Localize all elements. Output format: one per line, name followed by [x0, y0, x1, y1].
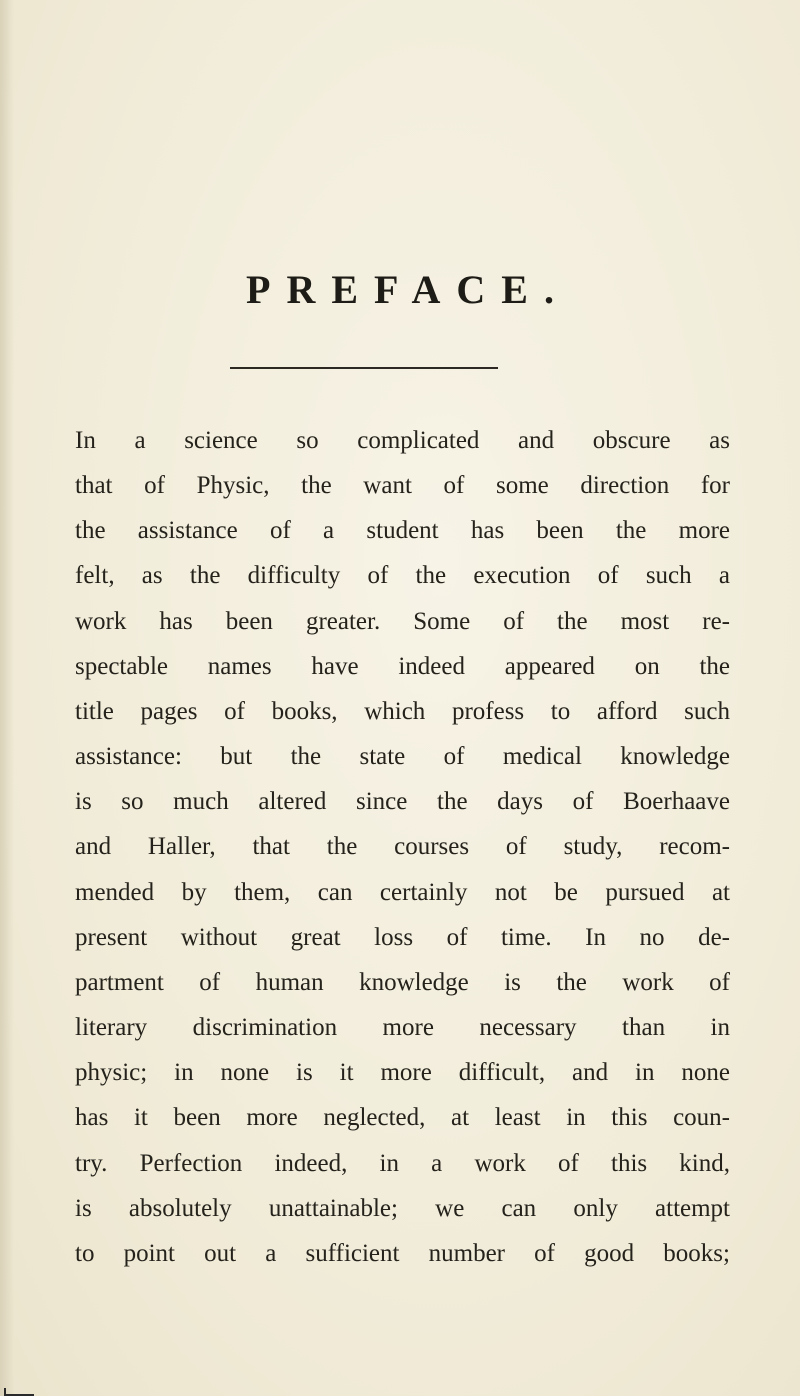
text-line: literary discrimination more necessary than in — [75, 1014, 730, 1041]
text-line: has it been more neglected, at least in this coun- — [75, 1104, 730, 1131]
text-line: and Haller, that the courses of study, recom- — [75, 833, 730, 860]
page-corner-mark — [4, 1388, 34, 1396]
text-line: present without great loss of time. In no de- — [75, 924, 730, 951]
text-line: title pages of books, which profess to afford such — [75, 698, 730, 725]
text-line: felt, as the difficulty of the execution of such a — [75, 562, 730, 589]
gutter-shadow — [0, 0, 14, 1396]
text-line: try. Perfection indeed, in a work of this kind, — [75, 1150, 730, 1177]
text-line: mended by them, can certainly not be pursued at — [75, 879, 730, 906]
page-title: PREFACE. — [246, 267, 570, 312]
text-line: physic; in none is it more difficult, and in none — [75, 1059, 730, 1086]
text-line: partment of human knowledge is the work of — [75, 969, 730, 996]
text-line: In a science so complicated and obscure as — [75, 427, 730, 454]
text-line: is so much altered since the days of Boerhaave — [75, 788, 730, 815]
text-line: to point out a sufficient number of good books; — [75, 1240, 730, 1267]
text-line: that of Physic, the want of some direction for — [75, 472, 730, 499]
text-line: is absolutely unattainable; we can only attempt — [75, 1195, 730, 1222]
text-line: assistance: but the state of medical knowledge — [75, 743, 730, 770]
text-line: work has been greater. Some of the most re- — [75, 608, 730, 635]
text-line: the assistance of a student has been the more — [75, 517, 730, 544]
text-line: spectable names have indeed appeared on the — [75, 653, 730, 680]
title-rule — [230, 367, 498, 369]
